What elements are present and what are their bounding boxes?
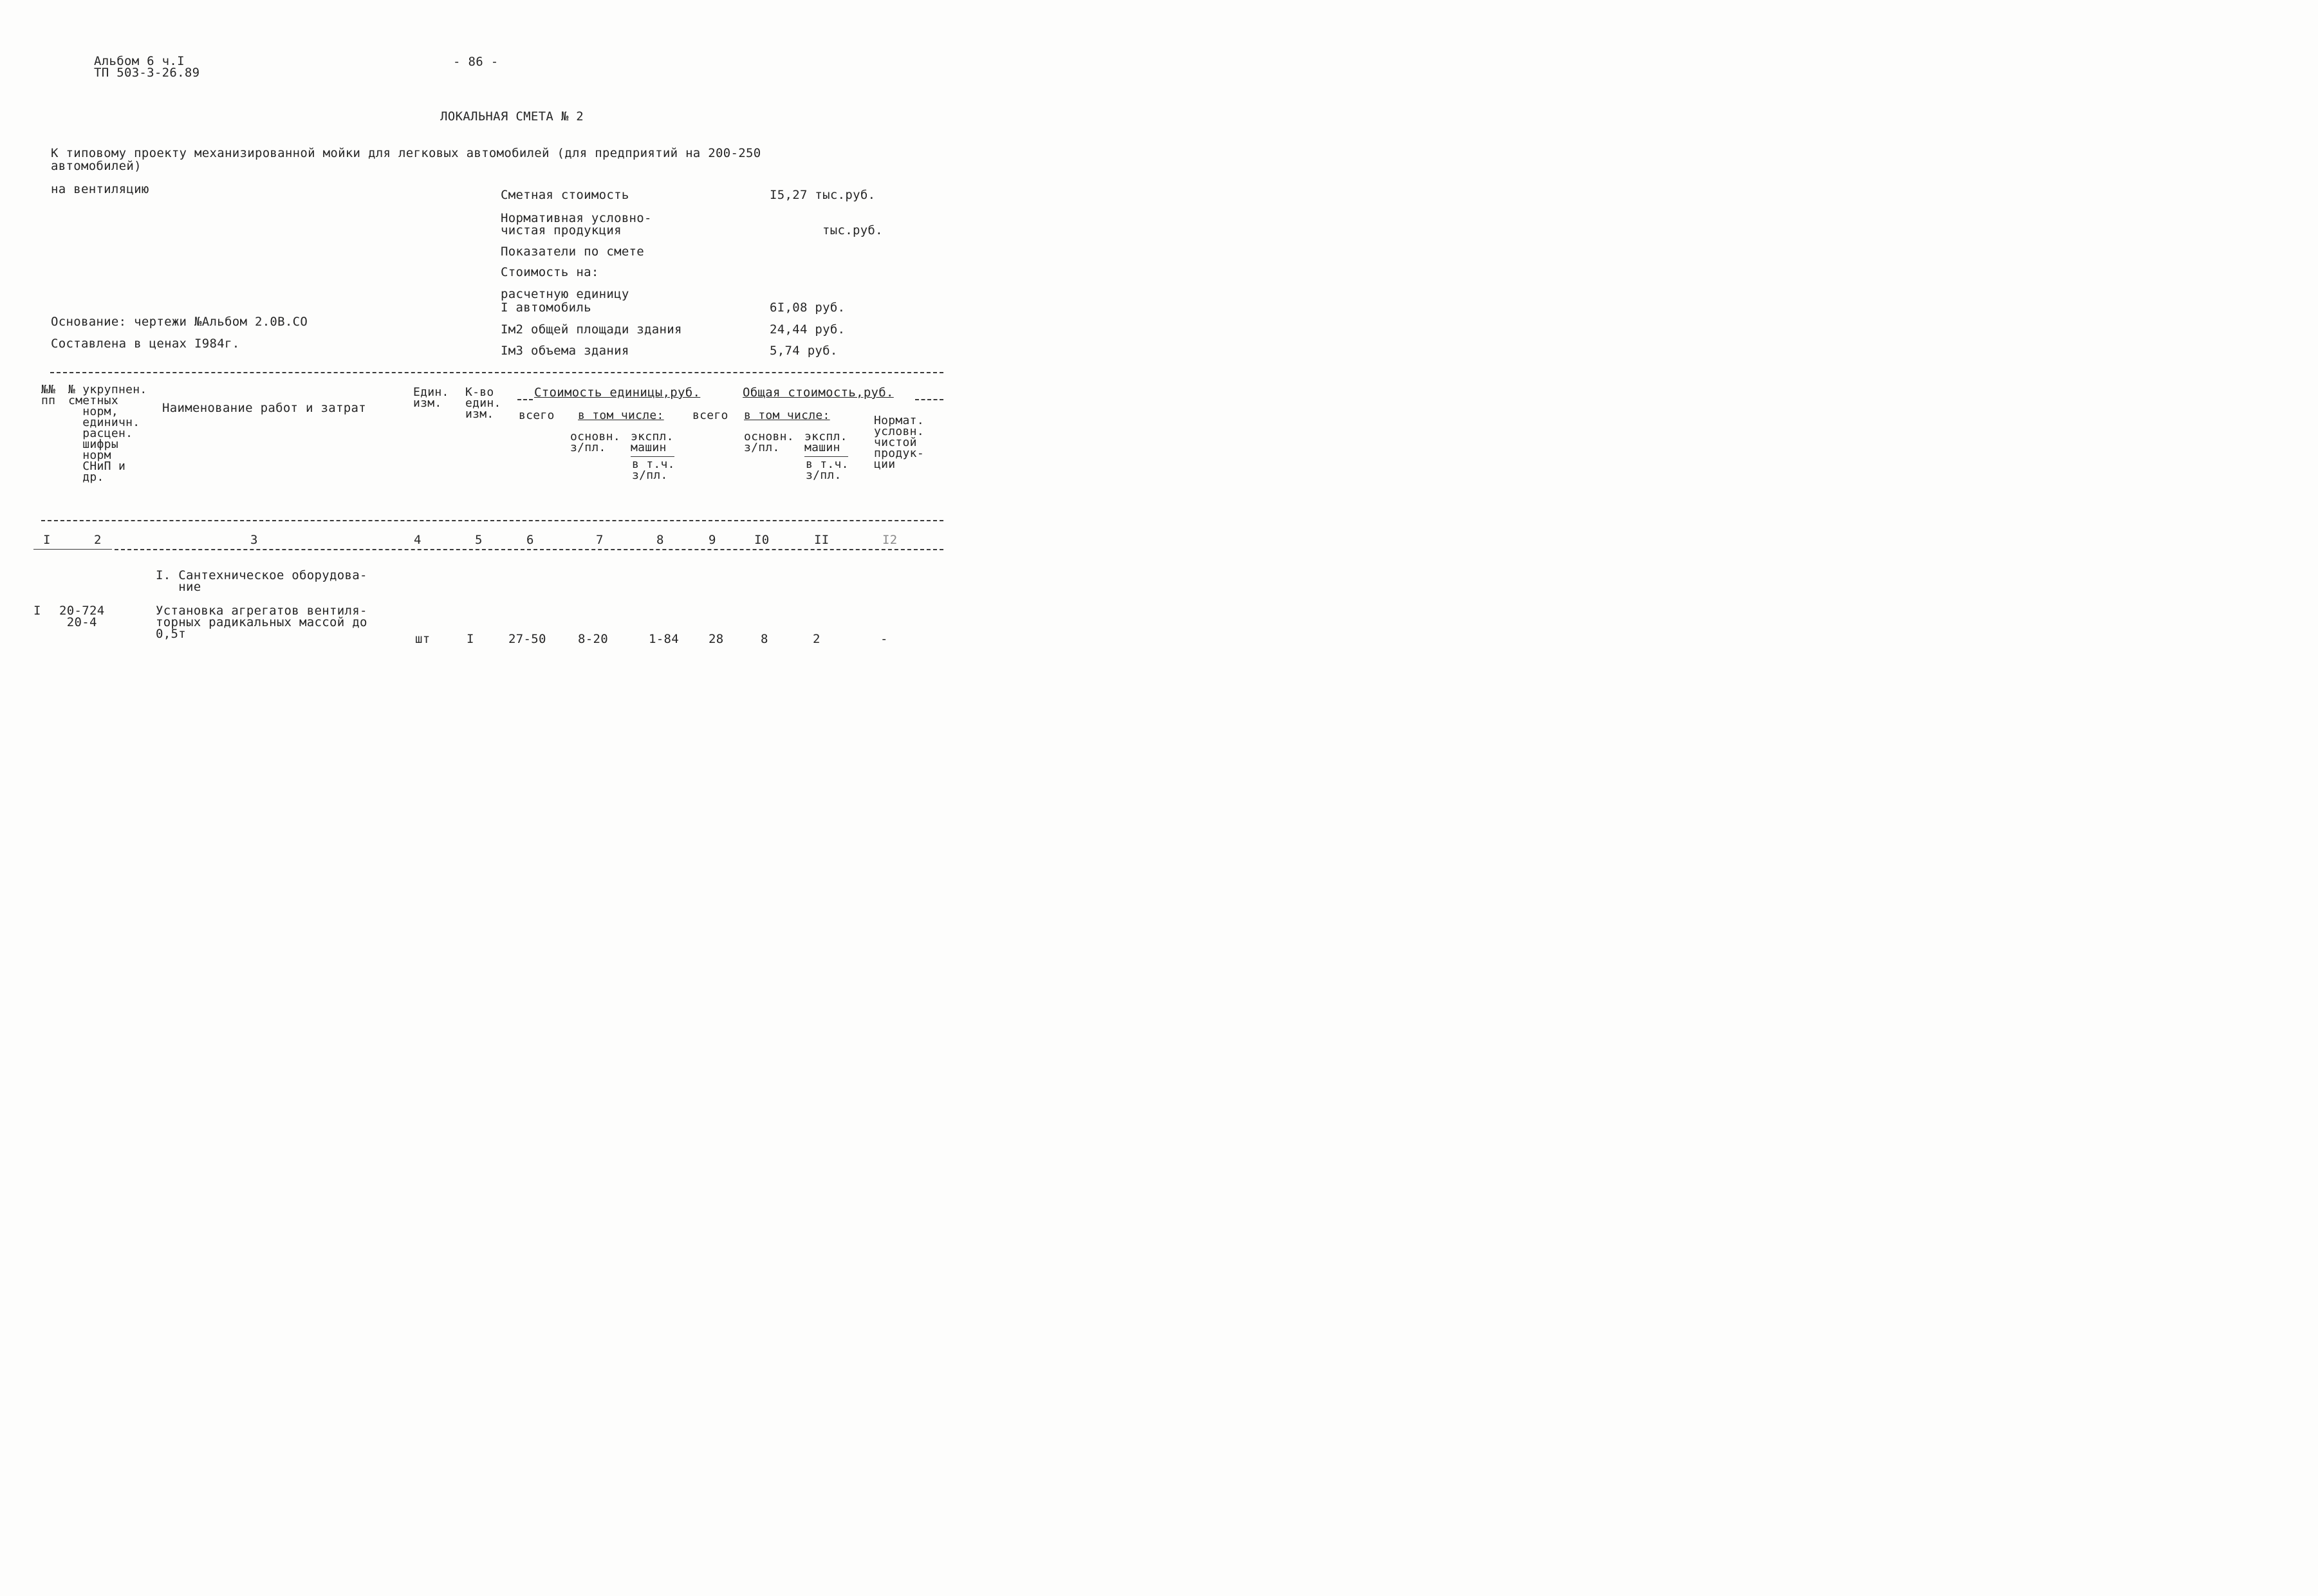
row-unit-basic-wage: 8-20 [578,632,608,646]
colnum-8: 8 [656,533,664,547]
cost-value: I5,27 тыс.руб. [770,188,876,202]
header-unit-machines: экспл. машин [631,430,674,454]
album-line1: Альбом 6 ч.I [94,54,185,68]
unit-cost-rule-left [517,399,533,400]
total-machines-underline [804,456,848,457]
estimate-page [0,0,995,687]
per-m2-value: 24,44 руб. [770,322,846,337]
indicators-label: Показатели по смете [501,245,645,259]
row-name: Установка агрегатов вентиля- торных радикальных массой до 0,5т [156,604,367,641]
header-total-machine-wage: в т.ч. з/пл. [806,458,849,482]
header-norm-code: № укрупнен. сметных норм, единичн. расцен. шифры норм СНиП и др. [68,383,147,484]
header-bottom-rule [41,520,943,521]
header-unit-basic-wage: основн. з/пл. [570,430,620,454]
header-unit-machine-wage: в т.ч. з/пл. [632,458,675,482]
unit-machines-underline [631,456,674,457]
norm-label-2: чистая продукция [501,223,622,237]
estimate-subject: на вентиляцию [51,182,149,196]
section-title: I. Сантехническое оборудова- ние [156,568,367,594]
header-qty: К-во един. изм. [465,385,501,421]
table-top-rule [50,372,943,373]
colnum-9: 9 [709,533,716,547]
colnum-7: 7 [596,533,604,547]
album-line2: ТП 503-3-26.89 [94,66,200,80]
unit-label: расчетную единицу [501,287,629,301]
header-total-machines: экспл. машин [804,430,848,454]
header-unit-total: всего [519,409,555,422]
per-car-value: 6I,08 руб. [770,301,846,315]
row-code: 20-724 20-4 [59,604,105,629]
row-total-basic-wage: 8 [761,632,768,646]
colnum-rule-dashed [115,549,943,550]
per-m3-value: 5,74 руб. [770,344,838,358]
row-norm-product: - [880,632,888,646]
norm-value: тыс.руб. [822,223,883,237]
colnum-2: 2 [94,533,102,547]
header-unit-cost: Стоимость единицы,руб. [534,385,701,400]
colnum-5: 5 [475,533,483,547]
colnum-1: I [43,533,51,547]
basis-prices: Составлена в ценах I984г. [51,337,240,351]
row-qty: I [467,632,474,646]
colnum-12: I2 [882,533,898,547]
per-m2-label: Iм2 общей площади здания [501,322,682,337]
header-num: №№ пп [41,383,56,407]
per-car-label: I автомобиль [501,301,591,315]
cost-label: Сметная стоимость [501,188,629,202]
colnum-3: 3 [250,533,258,547]
row-total: 28 [709,632,724,646]
header-unit: Един. изм. [413,385,449,410]
row-unit-machines: 1-84 [649,632,679,646]
header-name: Наименование работ и затрат [162,401,366,415]
project-line1: К типовому проекту механизированной мойки для легковых автомобилей (для предприятий на 200-250 [51,146,761,160]
total-cost-rule-right [915,399,943,400]
header-total-cost: Общая стоимость,руб. [743,385,894,400]
page-number: - 86 - [453,55,499,69]
header-total-in-that: в том числе: [744,409,830,422]
row-num: I [33,604,41,618]
cost-per-label: Стоимость на: [501,265,599,279]
row-total-machines: 2 [813,632,821,646]
header-total-total: всего [692,409,728,422]
colnum-4: 4 [414,533,422,547]
colnum-10: I0 [754,533,770,547]
page-title: ЛОКАЛЬНАЯ СМЕТА № 2 [440,109,584,124]
header-total-basic-wage: основн. з/пл. [744,430,794,454]
per-m3-label: Iм3 объема здания [501,344,629,358]
colnum-rule-solid [33,549,112,550]
project-line2: автомобилей) [51,159,142,173]
colnum-11: II [814,533,830,547]
basis-drawings: Основание: чертежи №Альбом 2.0В.СО [51,315,308,329]
row-unit: шт [415,632,431,646]
norm-label-1: Нормативная условно- [501,211,652,225]
row-unit-total: 27-50 [508,632,546,646]
header-norm-product: Нормат. условн. чистой продук- ции [874,414,924,471]
colnum-6: 6 [526,533,534,547]
header-unit-in-that: в том числе: [578,409,664,422]
